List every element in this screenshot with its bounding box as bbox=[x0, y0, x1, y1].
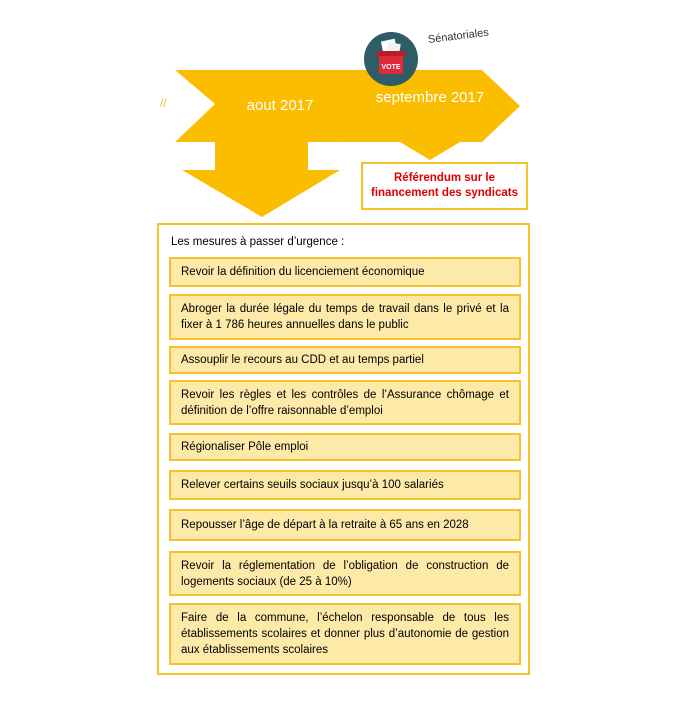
measure-item: Faire de la commune, l’échelon responsable de tous les établissements scolaires et donner plus d’autonomie de gestion aux établissements scolaires bbox=[169, 603, 521, 665]
vote-badge-text: VOTE bbox=[381, 64, 401, 71]
down-arrow bbox=[182, 142, 340, 217]
measure-item: Régionaliser Pôle emploi bbox=[169, 433, 521, 461]
measures-heading: Les mesures à passer d’urgence : bbox=[171, 236, 345, 248]
measures-panel bbox=[157, 223, 530, 675]
measure-item: Revoir la définition du licenciement économique bbox=[169, 257, 521, 287]
measure-item: Revoir la réglementation de l’obligation de construction de logements sociaux (de 25 à 10%) bbox=[169, 551, 521, 596]
measure-item: Repousser l’âge de départ à la retraite à 65 ans en 2028 bbox=[169, 509, 521, 541]
measure-item: Abroger la durée légale du temps de travail dans le privé et la fixer à 1 786 heures annuelles dans le public bbox=[169, 294, 521, 340]
timeline-start-mark: // bbox=[160, 96, 167, 110]
callout-pointer bbox=[400, 142, 460, 160]
timeline-label-septembre: septembre 2017 bbox=[375, 89, 485, 106]
measure-item: Revoir les règles et les contrôles de l’Assurance chômage et définition de l’offre raisonnable d’emploi bbox=[169, 380, 521, 425]
measure-item: Assouplir le recours au CDD et au temps partiel bbox=[169, 346, 521, 374]
ballot-box-icon bbox=[363, 31, 419, 87]
measure-item: Relever certains seuils sociaux jusqu’à 100 salariés bbox=[169, 470, 521, 500]
timeline-label-aout: aout 2017 bbox=[246, 97, 314, 114]
referendum-text: Référendum sur le financement des syndicats bbox=[371, 172, 518, 199]
referendum-callout bbox=[361, 162, 528, 210]
vote-caption: Sénatoriales bbox=[427, 26, 490, 46]
